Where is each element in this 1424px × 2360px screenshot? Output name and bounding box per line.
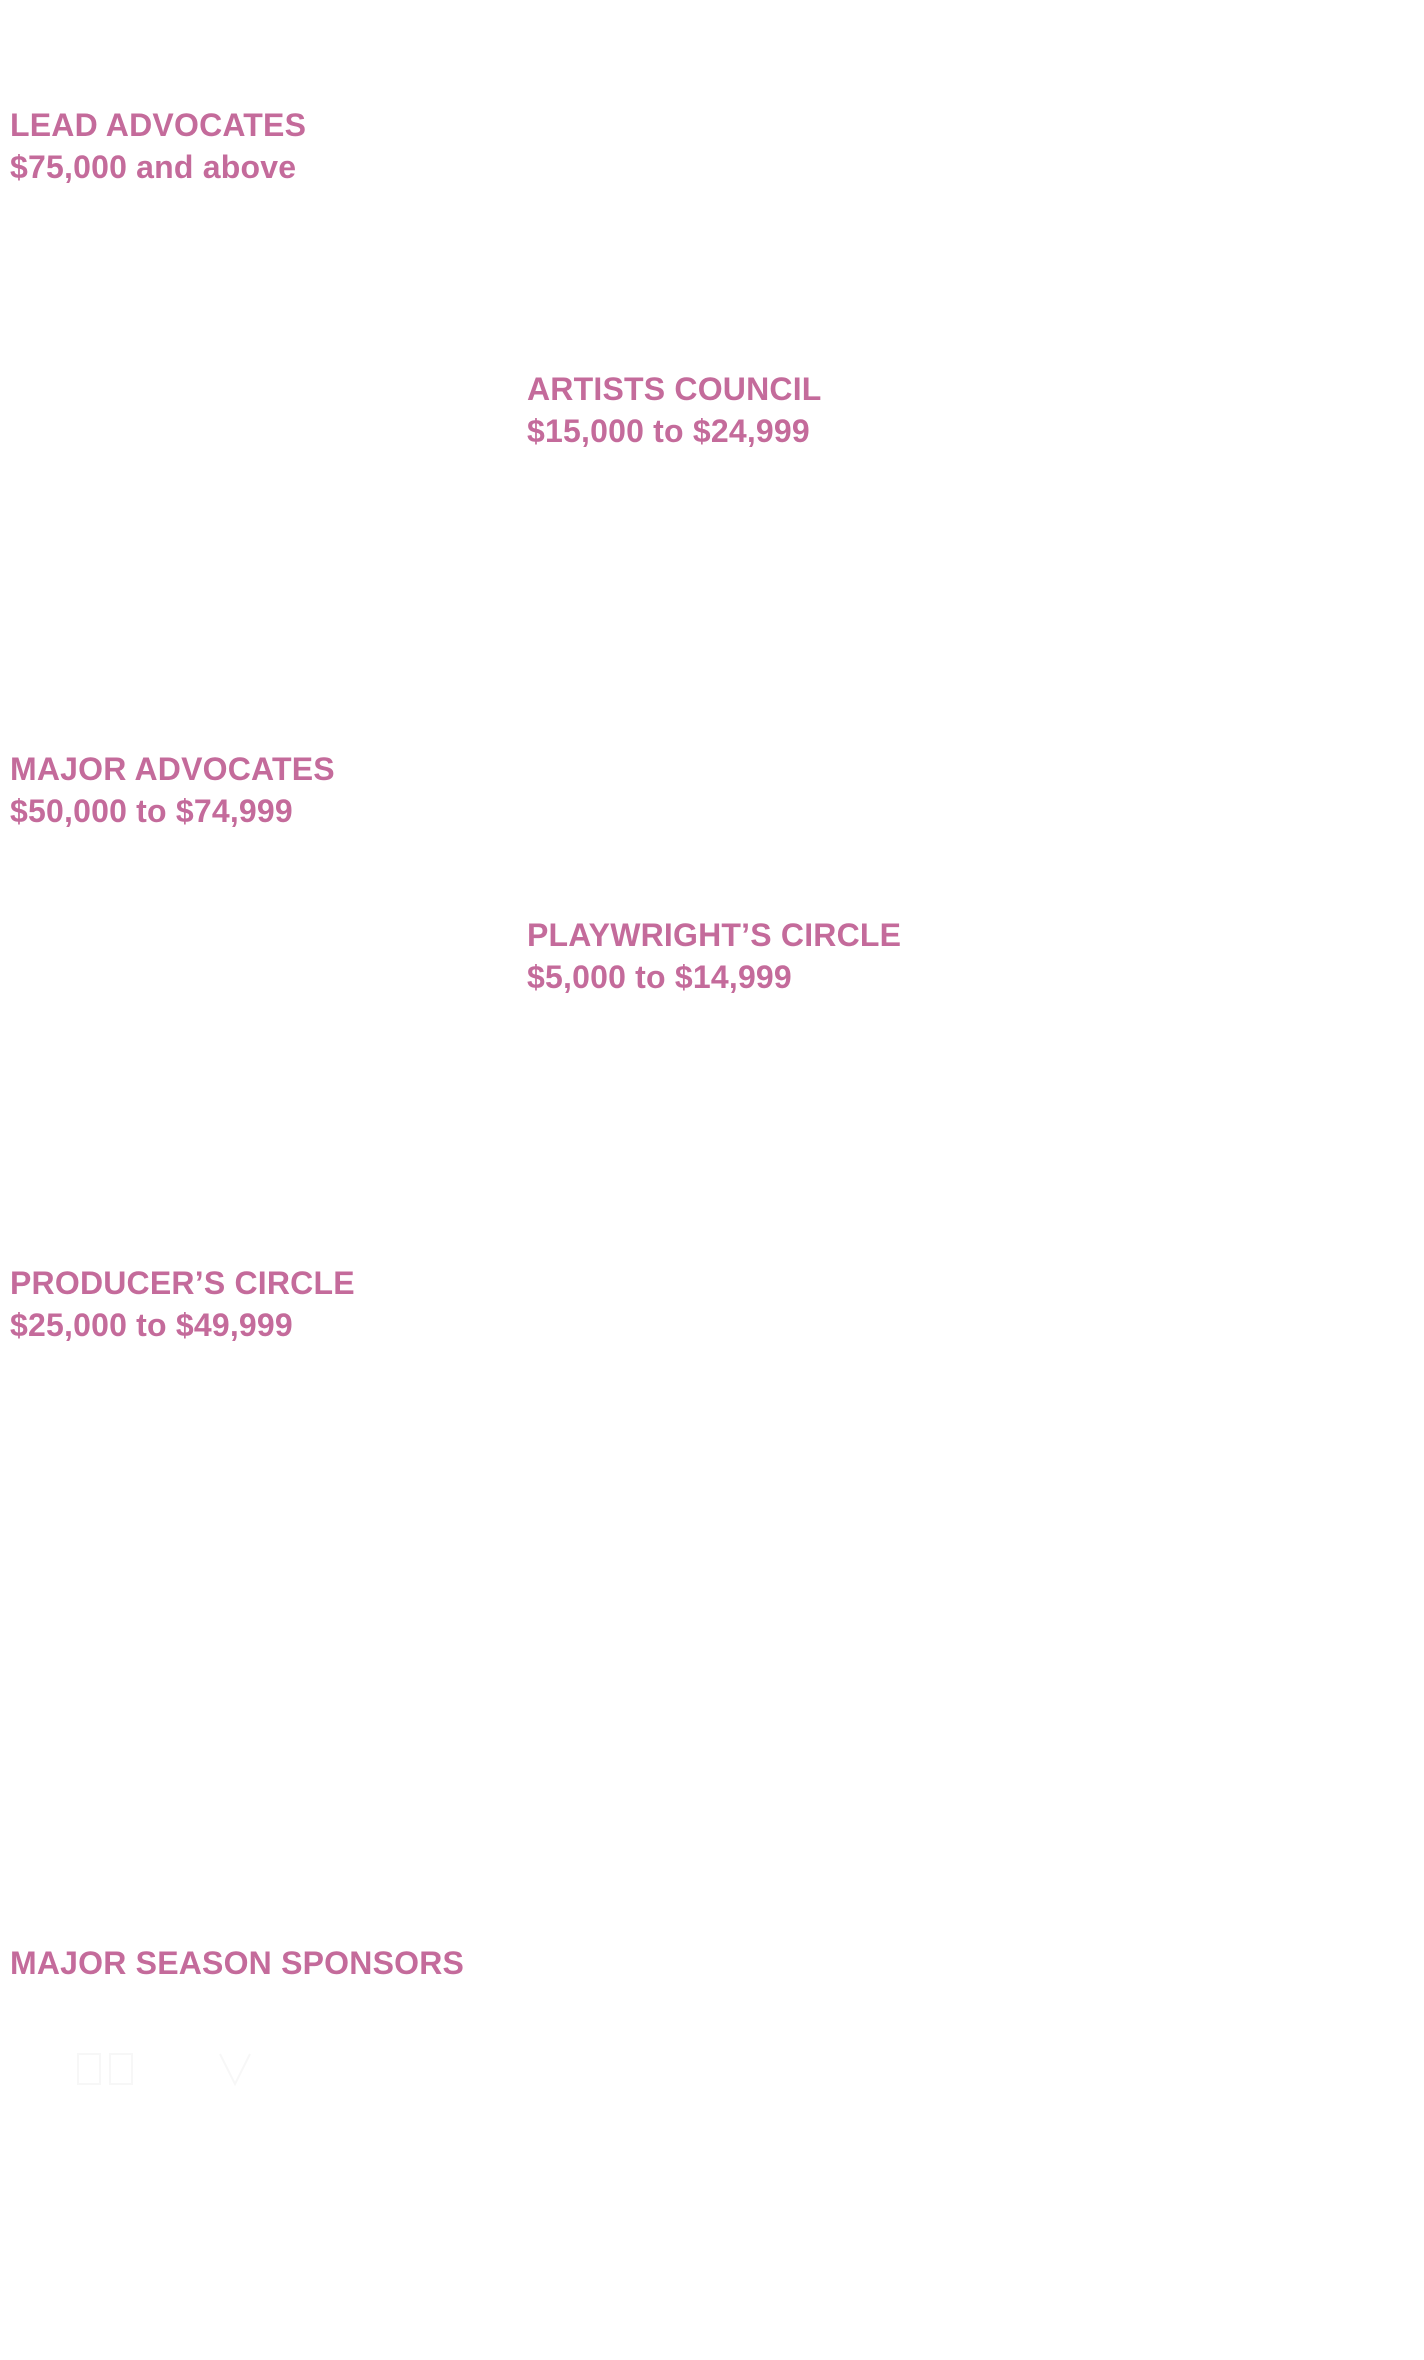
tier-name: MAJOR ADVOCATES xyxy=(10,751,335,787)
tier-name: ARTISTS COUNCIL xyxy=(527,371,822,407)
tier-producers-circle xyxy=(10,1262,355,1346)
major-season-sponsors xyxy=(10,1942,464,1984)
tier-major-advocates xyxy=(10,748,335,832)
sponsors-heading: MAJOR SEASON SPONSORS xyxy=(10,1945,465,1981)
tier-range: $15,000 to $24,999 xyxy=(527,413,810,449)
tier-range: $50,000 to $74,999 xyxy=(10,793,293,829)
tier-lead-advocates xyxy=(10,104,306,188)
tier-name: PRODUCER’S CIRCLE xyxy=(10,1265,355,1301)
tier-name: LEAD ADVOCATES xyxy=(10,107,307,143)
tier-range: $25,000 to $49,999 xyxy=(10,1307,293,1343)
sponsor-logo xyxy=(70,2040,270,2100)
tier-range: $75,000 and above xyxy=(10,149,297,185)
tier-artists-council xyxy=(527,368,822,452)
tier-playwrights-circle xyxy=(527,914,901,998)
tier-name: PLAYWRIGHT’S CIRCLE xyxy=(527,917,902,953)
tier-range: $5,000 to $14,999 xyxy=(527,959,792,995)
